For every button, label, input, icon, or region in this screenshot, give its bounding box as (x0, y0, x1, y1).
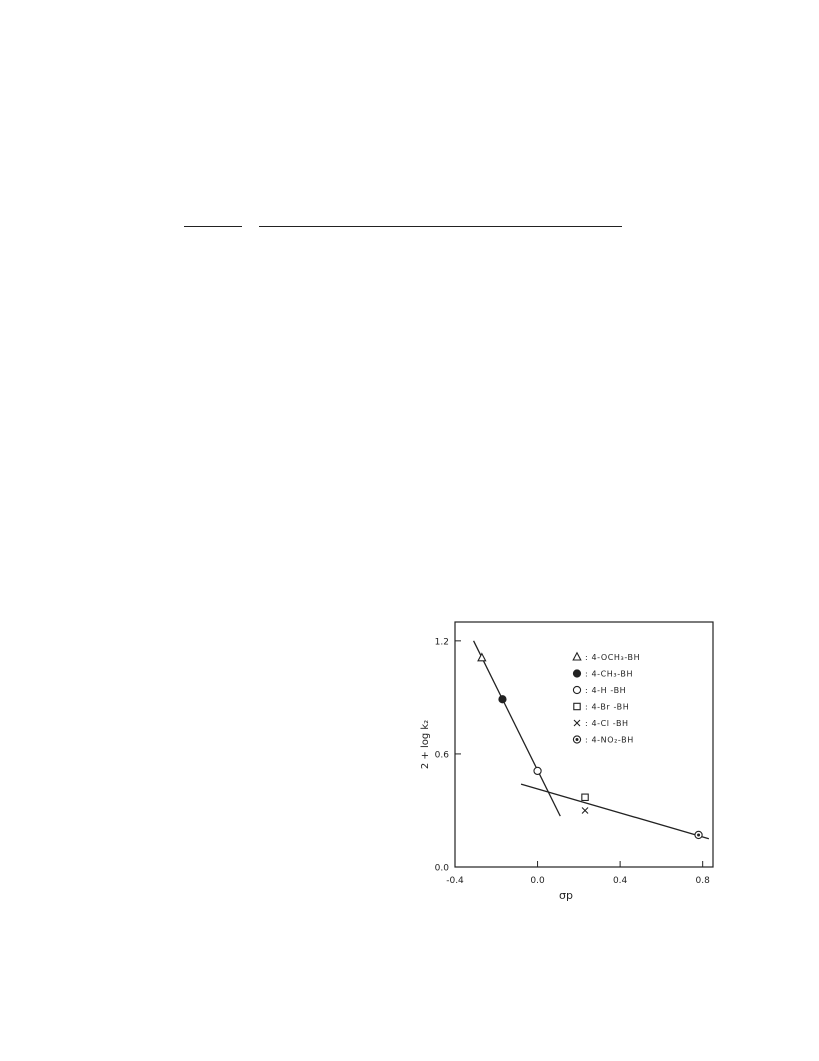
legend-label: : 4-CH₃-BH (585, 669, 634, 679)
y-tick-label: 0.0 (434, 863, 449, 874)
legend-label: : 4-NO₂-BH (585, 735, 634, 745)
data-point-x (582, 807, 588, 813)
data-point-filled-circle (499, 696, 506, 703)
data-point-triangle (478, 654, 486, 661)
x-tick-label: -0.4 (446, 876, 464, 886)
plot-frame (455, 622, 713, 867)
regression-line (474, 641, 561, 816)
legend-marker-filled-circle (573, 670, 580, 677)
data-point-square (582, 794, 588, 800)
x-axis-label: σp (559, 889, 573, 902)
legend (573, 653, 640, 745)
x-tick-label: 0.0 (530, 876, 545, 886)
legend-marker-x (574, 720, 580, 726)
legend-marker-open-circle (573, 686, 580, 693)
x-tick-label: 0.4 (612, 876, 628, 886)
data-point-circled-dot (695, 831, 702, 838)
y-tick-label: 1.2 (434, 637, 449, 648)
x-tick-label: 0.8 (695, 876, 710, 886)
y-axis-label: 2 + log k₂ (420, 719, 431, 770)
regression-line (521, 784, 709, 839)
legend-marker-square (574, 703, 580, 709)
legend-label: : 4-OCH₃-BH (585, 653, 641, 663)
legend-label: : 4-Cl -BH (585, 719, 629, 729)
data-point-open-circle (534, 767, 541, 774)
legend-label: : 4-H -BH (585, 686, 627, 696)
legend-marker-triangle (573, 653, 581, 660)
y-tick-label: 0.6 (434, 750, 449, 761)
legend-marker-circled-dot (573, 736, 580, 743)
legend-label: : 4-Br -BH (585, 702, 630, 712)
